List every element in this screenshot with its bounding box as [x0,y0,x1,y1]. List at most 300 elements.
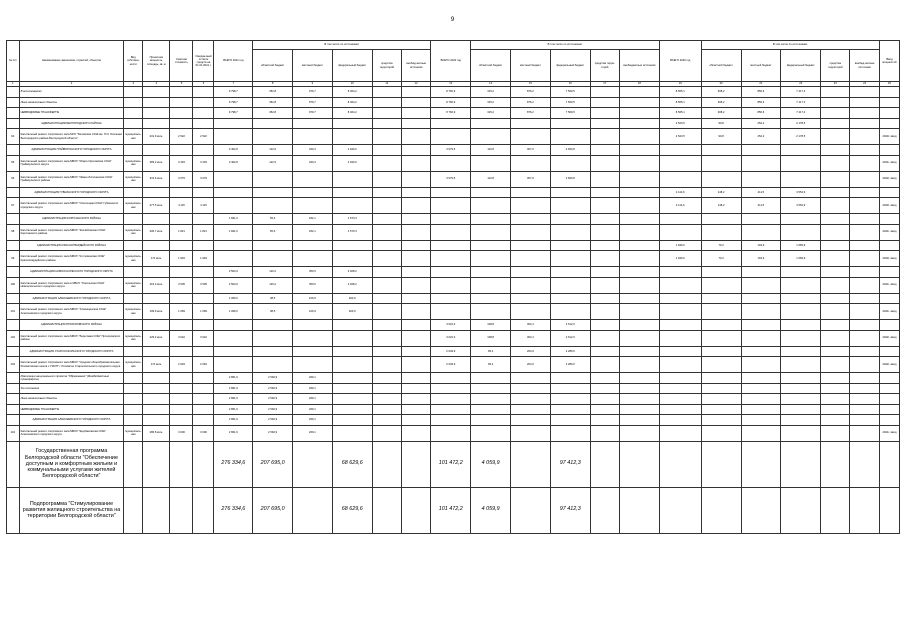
row-value [401,394,430,405]
row-value: 2 178,5 [781,129,821,145]
row-value: 90,8 [701,118,741,129]
row-value [590,214,619,225]
row-value [332,330,372,346]
row-value [821,404,850,415]
row-capacity [143,87,170,98]
row-value [471,251,511,267]
row-value [879,415,899,426]
row-value [659,293,701,304]
summary-value [741,441,781,487]
row-cost: 2 649 [170,357,193,373]
row-value: 2 178,5 [781,118,821,129]
row-value [372,224,401,240]
row-value [821,171,850,187]
row-remaining: 1 949 [193,251,214,267]
row-value [741,425,781,441]
summary-blank [7,487,20,533]
row-value: 2023г. ввод [879,129,899,145]
row-name: Капитальный ремонт спортивного зала МОУ "Беловская СОШ им. П.И. Осипенко Белгородского района Белгородской области" [19,129,124,145]
row-value [372,404,401,415]
table-row [7,171,900,187]
row-value: 7 569,5 [550,108,590,119]
row-name: Иные неналоговые объекты [19,97,124,108]
column-number: 18 [619,82,659,87]
row-value: 264,9 [510,346,550,357]
row-value: 302,4 [510,330,550,346]
budget-table [6,40,900,534]
row-value [879,404,899,415]
table-row [7,129,900,145]
table-row [7,383,900,394]
row-value: 2 861,9 [214,373,253,384]
row-value [619,357,659,373]
row-value: 110,8 [471,145,511,156]
row-value: 856,6 [741,97,781,108]
column-number: 2 [19,82,124,87]
row-value: 126,2 [253,277,293,293]
row-cost: 3 022 [170,330,193,346]
row-name: АДМИНИСТРАЦИЯ ГРАЙВОРОНСКОГО ГОРОДСКОГО ОКРУГА [19,145,124,156]
row-value [781,383,821,394]
row-value [821,425,850,441]
row-value [332,404,372,415]
row-value: 3 554,9 [781,187,821,198]
row-value [401,145,430,156]
row-value [372,87,401,98]
row-cost [170,240,193,251]
row-name: Капитальный ремонт спортивного зала МБОУ "Осколецкая СОШ" Губкинского городского округа [19,198,124,214]
row-value: 350,5 [293,267,333,278]
row-type [124,404,143,415]
row-value: 2 660,8 [550,171,590,187]
row-value: 2 289,6 [550,357,590,373]
table-row [7,87,900,98]
row-value [781,267,821,278]
table-row [7,224,900,240]
row-value [214,171,253,187]
row-value [741,293,781,304]
row-cost [170,320,193,331]
row-value: 269,1 [293,383,333,394]
row-value [510,224,550,240]
row-value: 1 821,0 [214,214,253,225]
row-value: 95,4 [471,346,511,357]
row-value [401,240,430,251]
row-value [701,171,741,187]
row-value [550,224,590,240]
summary-value: 97 412,3 [550,487,590,533]
row-value: 856,6 [741,108,781,119]
summary-value [372,487,401,533]
row-name: Реализация национального проекта "Образование" (Межбюджетные трансферты) [19,373,124,384]
row-capacity: 174 кв.м. [143,357,170,373]
summary-value [701,441,741,487]
row-value: 95,4 [471,357,511,373]
row-value [821,97,850,108]
row-value [821,383,850,394]
row-value [619,330,659,346]
summary-blank [143,441,170,487]
row-type: муниципаль-ная [124,171,143,187]
row-value [659,373,701,384]
row-value [619,293,659,304]
row-value: 252,2 [741,118,781,129]
header-name: Наименование заказчиков, отраслей, объектов [19,41,124,82]
row-value [332,118,372,129]
row-value [821,240,850,251]
row-value [431,267,471,278]
row-cost: 3 079 [170,171,193,187]
row-value [471,404,511,415]
row-value [879,97,899,108]
row-value [741,383,781,394]
row-value [781,394,821,405]
row-value [510,383,550,394]
row-value [821,251,850,267]
row-value [253,320,293,331]
row-value [850,224,879,240]
row-value [781,304,821,320]
summary-blank [124,487,143,533]
row-value [510,198,550,214]
row-value [850,394,879,405]
row-value [619,425,659,441]
row-remaining [193,187,214,198]
row-type [124,373,143,384]
row-value [401,425,430,441]
row-value [821,330,850,346]
row-value: 194,9 [741,240,781,251]
row-value [850,425,879,441]
row-value: 8 760,9 [431,108,471,119]
row-cost [170,118,193,129]
row-value [659,330,701,346]
row-value [879,373,899,384]
summary-value: 4 059,9 [471,487,511,533]
row-name: Капитальный ремонт спортивного зала МБОУ "Щербаковская СОШ" Алексеевского городского округа [19,425,124,441]
row-value [850,293,879,304]
row-value: 2 861,9 [214,383,253,394]
summary-blank [124,441,143,487]
row-value [741,155,781,171]
row-value [821,187,850,198]
row-remaining: 1 821 [193,224,214,240]
row-value: 2 940,0 [332,155,372,171]
row-value: 2021г. ввод [879,277,899,293]
header-offbudget: внебюд-жетные источники [850,50,879,82]
row-value: 269,1 [293,373,333,384]
row-value [701,383,741,394]
row-value [781,425,821,441]
row-cost: 3 403 [170,155,193,171]
row-value [741,277,781,293]
row-value [781,145,821,156]
row-value: 1 683,9 [781,251,821,267]
summary-value [879,487,899,533]
row-value: 979,7 [293,97,333,108]
row-value [550,304,590,320]
row-number [7,240,20,251]
row-value [401,171,430,187]
row-value [372,145,401,156]
table-row [7,198,900,214]
row-value: 2 861,9 [214,394,253,405]
row-value [741,214,781,225]
row-capacity [143,293,170,304]
row-value [401,251,430,267]
header-regional: областной бюджет [471,50,511,82]
row-value [431,293,471,304]
row-value: 2022г. ввод [879,357,899,373]
table-row [7,145,900,156]
row-value [431,198,471,214]
row-value [332,187,372,198]
row-value [850,383,879,394]
row-value [372,304,401,320]
row-value [590,373,619,384]
row-value: 7 569,5 [550,87,590,98]
row-value [701,277,741,293]
row-value [741,404,781,415]
row-value [510,415,550,426]
row-name: НЕВВОДИМЫЕ ТРАНСФЕРТЫ [19,404,124,415]
row-value [510,267,550,278]
row-value: 182,1 [293,224,333,240]
summary-value [879,441,899,487]
row-value [659,320,701,331]
row-value [619,267,659,278]
row-value: 8 464,2 [332,97,372,108]
row-value: 307,9 [510,145,550,156]
row-value [293,187,333,198]
row-value [659,425,701,441]
row-value [619,394,659,405]
row-value [471,293,511,304]
row-capacity [143,108,170,119]
row-name: Капитальный ремонт спортивного зала МБОУ "Мокро-Ореховская СОШ" Грайворонского округа [19,155,124,171]
row-value [401,346,430,357]
row-value: 9 798,7 [214,108,253,119]
row-value: 3 079,5 [431,145,471,156]
row-value: 876,2 [510,87,550,98]
row-value: 2 649,9 [431,346,471,357]
row-value [401,214,430,225]
row-value [741,394,781,405]
row-cost: 3 505 [170,277,193,293]
row-value [781,320,821,331]
column-number: 8 [253,82,293,87]
row-value: 3 504,9 [214,267,253,278]
table-row [7,425,900,441]
row-value: 315,2 [471,87,511,98]
row-name: Капитальный ремонт спортивного зала МБОУ "Береговая СОШ" Прохоровского района [19,330,124,346]
summary-value [590,487,619,533]
row-value [253,187,293,198]
row-value [879,87,899,98]
row-value [590,330,619,346]
row-value [471,277,511,293]
row-value [850,373,879,384]
header-type: Вид собствен-ности [124,41,143,82]
row-value: 307,9 [510,171,550,187]
row-value [401,118,430,129]
row-remaining [193,145,214,156]
row-value: 315,2 [471,108,511,119]
row-name: АДМИНИСТРАЦИЯ АЛЕКСЕЕВСКОГО ГОРОДСКОГО ОКРУГА [19,415,124,426]
row-value [850,357,879,373]
row-value [214,187,253,198]
row-value [850,145,879,156]
row-value [590,129,619,145]
row-value [659,267,701,278]
row-value [659,171,701,187]
row-value [741,373,781,384]
row-value: 3 402,8 [214,155,253,171]
row-value [850,330,879,346]
row-value [701,145,741,156]
summary-value: 97 412,3 [550,441,590,487]
row-cost [170,214,193,225]
row-value: 1 949,0 [659,251,701,267]
row-name: АДМИНИСТРАЦИЯ НОВООСКОЛЬСКОГО ГОРОДСКОГО ОКРУГА [19,267,124,278]
row-value: 308,2 [701,97,741,108]
row-value [619,346,659,357]
row-value [781,224,821,240]
row-value [214,198,253,214]
summary-value [510,441,550,487]
row-value: 2 612,0 [550,320,590,331]
table-row [7,320,900,331]
row-value [821,320,850,331]
row-value: 979,7 [293,108,333,119]
row-value [401,330,430,346]
row-value [332,415,372,426]
row-value [590,357,619,373]
row-value [619,415,659,426]
row-value [821,415,850,426]
row-value [590,383,619,394]
row-value [821,118,850,129]
row-value [332,251,372,267]
row-value [372,373,401,384]
header-including-2021: В том числе по источникам: [253,41,431,50]
row-value [372,415,401,426]
row-capacity: 206,7 кв.м. [143,224,170,240]
row-value [741,330,781,346]
row-value [372,155,401,171]
row-value: 8 760,9 [431,97,471,108]
row-value: 3 022,3 [431,320,471,331]
row-value: 2 592,9 [253,404,293,415]
row-value [293,330,333,346]
row-remaining: 1 069 [193,304,214,320]
header-regional: областной бюджет [253,50,293,82]
row-value [550,425,590,441]
row-value [619,240,659,251]
row-type [124,118,143,129]
row-remaining [193,404,214,415]
row-remaining [193,97,214,108]
row-value: 8 760,9 [431,87,471,98]
row-value [431,129,471,145]
row-number [7,383,20,394]
summary-blank [170,441,193,487]
row-value [293,129,333,145]
row-number: 104 [7,425,20,441]
row-value: 65,6 [253,224,293,240]
row-value: 2 940,0 [332,145,372,156]
column-number: 20 [701,82,741,87]
row-value [510,277,550,293]
summary-value: 101 472,2 [431,487,471,533]
row-value [550,214,590,225]
row-value [850,198,879,214]
row-value [850,251,879,267]
row-value [471,214,511,225]
summary-blank [193,441,214,487]
row-value [850,108,879,119]
summary-value: 207 695,0 [253,441,293,487]
row-value [471,224,511,240]
row-value [619,251,659,267]
row-value: 106,9 [293,304,333,320]
summary-value [781,441,821,487]
row-value: 3 554,9 [781,198,821,214]
row-value [471,425,511,441]
row-value [850,129,879,145]
row-cost [170,383,193,394]
row-type [124,240,143,251]
row-value [550,251,590,267]
row-value [781,373,821,384]
row-value [850,187,879,198]
row-value [550,373,590,384]
table-row [7,214,900,225]
row-remaining [193,415,214,426]
row-value [590,118,619,129]
row-value [550,240,590,251]
row-value [372,330,401,346]
row-value [741,415,781,426]
row-capacity: 199,9 кв.м. [143,304,170,320]
table-row [7,394,900,405]
row-cost: 3 000 [170,425,193,441]
row-value [471,198,511,214]
row-value [431,394,471,405]
header-input-capacity: Ввод мощностей [879,41,899,82]
row-type: муниципаль-ная [124,357,143,373]
page-number: 9 [450,17,455,23]
row-value [781,404,821,415]
row-name: АДМИНИСТРАЦИЯ ПРОХОРОВСКОГО РАЙОНА [19,320,124,331]
row-value [510,304,550,320]
row-value [590,97,619,108]
row-value: 8 565,1 [659,97,701,108]
row-value: 302,4 [510,320,550,331]
row-value [372,198,401,214]
row-value [293,171,333,187]
row-number [7,320,20,331]
row-value [431,251,471,267]
row-remaining [193,108,214,119]
row-value: 2022г. ввод [879,171,899,187]
row-capacity [143,214,170,225]
row-value [332,129,372,145]
row-value: 9 798,7 [214,87,253,98]
row-value: 3 028,2 [332,277,372,293]
row-remaining: 3 079 [193,171,214,187]
row-value [619,320,659,331]
